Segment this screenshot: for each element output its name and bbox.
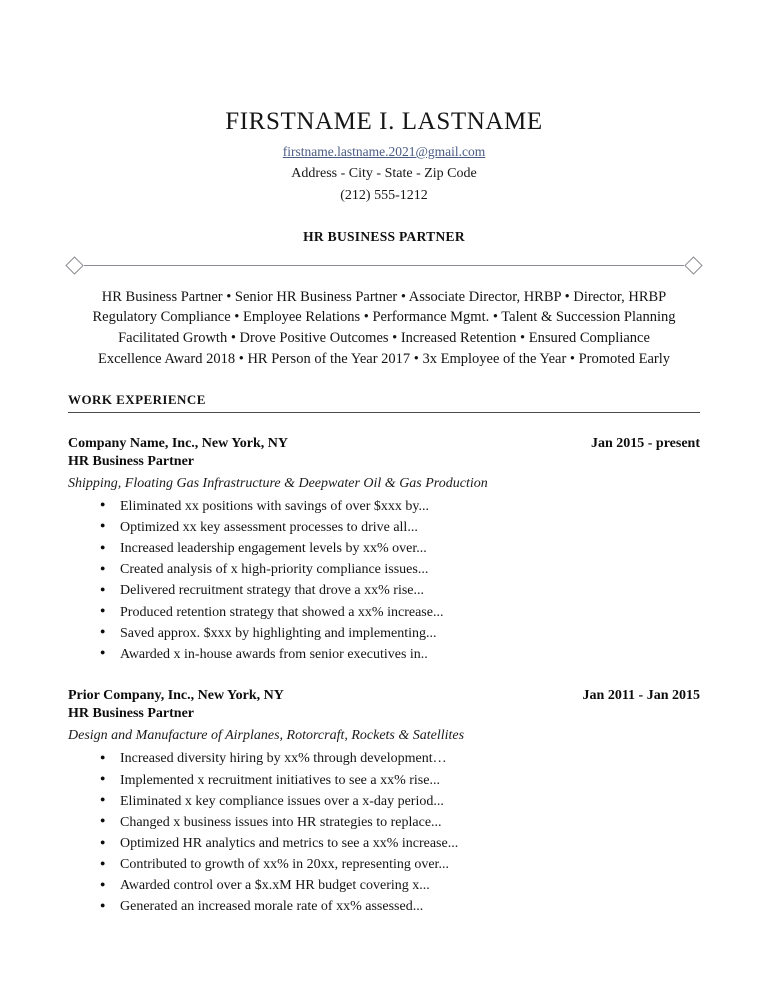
email-line — [68, 142, 700, 162]
summary-line: Regulatory Compliance • Employee Relations • Performance Mgmt. • Talent & Succession Planning — [92, 309, 676, 326]
work-experience-section — [68, 392, 700, 918]
job-topline — [68, 436, 700, 452]
bullet-item: ● Optimized HR analytics and metrics to see a xx% increase... — [68, 834, 700, 854]
section-underline — [68, 412, 700, 413]
bullet-item: ● Created analysis of x high-priority compliance issues... — [68, 560, 700, 580]
diamond-left-icon — [65, 256, 83, 274]
job-topline — [68, 688, 700, 704]
bullet-item: ● Saved approx. $xxx by highlighting and implementing... — [68, 624, 700, 644]
bullet-item: ● Implemented x recruitment initiatives to see a xx% rise... — [68, 771, 700, 791]
job-descriptor: Shipping, Floating Gas Infrastructure & Deepwater Oil & Gas Production — [68, 475, 488, 491]
job-role: HR Business Partner — [68, 706, 194, 722]
diamond-right-icon — [684, 256, 702, 274]
bullet-item: ● Produced retention strategy that showed a xx% increase... — [68, 603, 700, 623]
bullet-item: ● Optimized xx key assessment processes to drive all... — [68, 518, 700, 538]
job-role: HR Business Partner — [68, 453, 194, 469]
bullet-item: ● Awarded control over a $x.xM HR budget covering x... — [68, 876, 700, 896]
summary-line: Facilitated Growth • Drove Positive Outcomes • Increased Retention • Ensured Compliance — [118, 330, 650, 347]
candidate-name: FIRSTNAME I. LASTNAME — [225, 108, 543, 135]
bullet-item: ● Increased leadership engagement levels by xx% over... — [68, 539, 700, 559]
bullet-item: ● Increased diversity hiring by xx% through development… — [68, 749, 700, 769]
job-company: Prior Company, Inc., New York, NY — [68, 688, 284, 704]
job-bullets — [68, 497, 700, 665]
bullet-item: ● Eliminated x key compliance issues over a x-day period... — [68, 792, 700, 812]
summary-block — [68, 287, 700, 370]
section-title-work-experience: WORK EXPERIENCE — [68, 391, 206, 407]
bullet-item: ● Generated an increased morale rate of xx% assessed... — [68, 897, 700, 917]
job-entry — [68, 688, 700, 918]
job-dates: Jan 2011 - Jan 2015 — [582, 688, 700, 704]
email-link[interactable]: firstname.lastname.2021@gmail.com — [282, 144, 486, 159]
headline-job-title: HR BUSINESS PARTNER — [303, 228, 465, 244]
bullet-item: ● Changed x business issues into HR strategies to replace... — [68, 813, 700, 833]
divider-line — [84, 265, 684, 266]
job-entry — [68, 436, 700, 666]
resume-header — [68, 0, 700, 207]
job-dates: Jan 2015 - present — [590, 435, 700, 451]
address-line: Address - City - State - Zip Code — [291, 166, 477, 181]
summary-line: Excellence Award 2018 • HR Person of the Year 2017 • 3x Employee of the Year • Promoted Early — [97, 350, 671, 367]
diamond-divider — [68, 259, 700, 273]
job-bullets — [68, 749, 700, 917]
job-descriptor: Design and Manufacture of Airplanes, Rotorcraft, Rockets & Satellites — [68, 728, 465, 744]
bullet-item: ● Awarded x in-house awards from senior executives in.. — [68, 645, 700, 665]
summary-line: HR Business Partner • Senior HR Business Partner • Associate Director, HRBP • Director, HRBP — [101, 288, 667, 305]
job-company: Company Name, Inc., New York, NY — [68, 435, 288, 451]
bullet-item: ● Eliminated xx positions with savings of over $xxx by... — [68, 497, 700, 517]
phone-line: (212) 555-1212 — [340, 188, 428, 204]
bullet-item: ● Delivered recruitment strategy that drove a xx% rise... — [68, 581, 700, 601]
bullet-item: ● Contributed to growth of xx% in 20xx, representing over... — [68, 855, 700, 875]
